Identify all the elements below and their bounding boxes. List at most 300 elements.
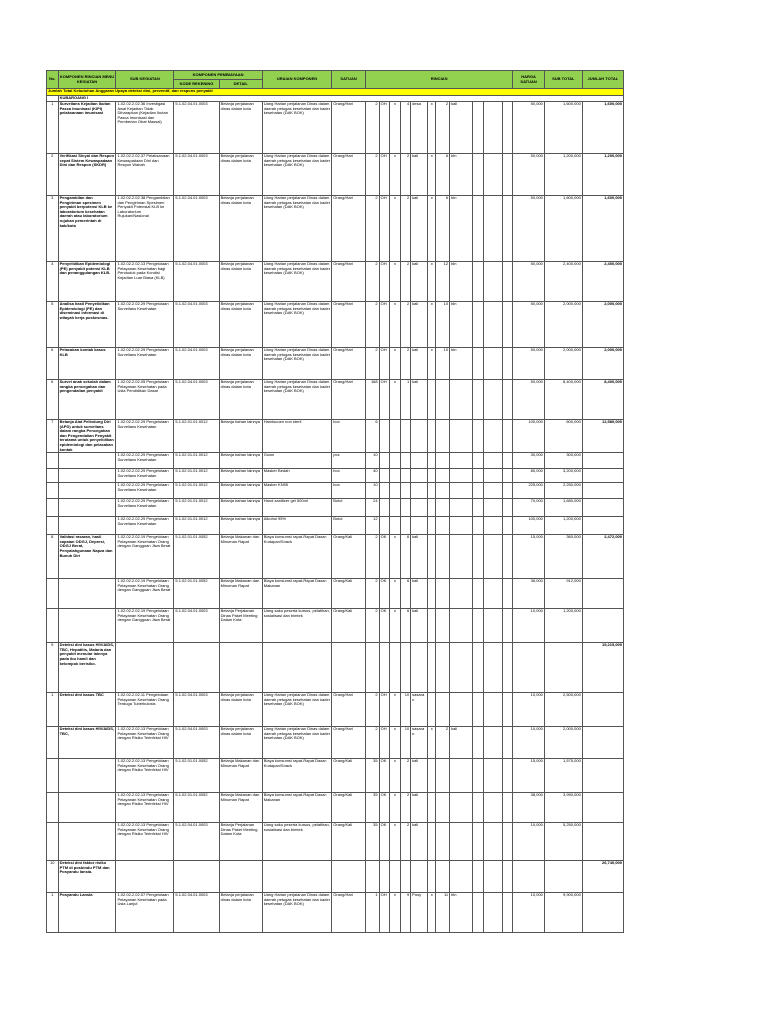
row-rincian-cell: 24: [365, 499, 379, 517]
table-body: [47, 89, 624, 933]
row-uraian: Uang Harian perjalanan Dinas dalam daerah petugas kesehatan dan kader kesehatan (DAK BOK): [262, 262, 331, 302]
row-rincian-cell: [411, 483, 428, 499]
row-rincian-cell: [436, 759, 450, 793]
row-rincian-cell: x: [428, 302, 436, 348]
row-uraian: Uang Harian perjalanan Dinas dalam daerah petugas kesehatan dan kader kesehatan (DAK BOK): [262, 727, 331, 759]
row-rincian-cell: [483, 535, 502, 579]
row-sub-total: 1,680,000: [544, 499, 582, 517]
row-rincian-cell: bln: [450, 893, 473, 933]
row-no: 9: [47, 643, 59, 693]
row-rincian-cell: x: [428, 893, 436, 933]
row-no: [47, 483, 59, 499]
row-rincian-cell: kali: [411, 348, 428, 380]
row-satuan: Orang/Kali: [332, 579, 366, 609]
row-no: 2: [47, 154, 59, 196]
row-rincian-cell: [502, 348, 513, 380]
spreadsheet-sheet: [46, 70, 624, 933]
row-satuan: Orang/Hari: [332, 102, 366, 154]
row-rincian-cell: [473, 793, 484, 823]
row-rincian-cell: OK: [379, 759, 390, 793]
row-rincian-cell: [428, 483, 436, 499]
row-rincian-cell: [473, 609, 484, 643]
table-row[interactable]: [47, 469, 624, 483]
row-rincian-cell: desa: [411, 102, 428, 154]
row-rincian-cell: [473, 517, 484, 535]
table-row[interactable]: [47, 262, 624, 302]
row-harga-satuan: 225,000: [513, 483, 545, 499]
row-uraian: Uang Harian perjalanan Dinas dalam daerah petugas kesehatan dan kader kesehatan (DAK BOK): [262, 893, 331, 933]
row-rincian-cell: kali: [411, 535, 428, 579]
row-rincian-cell: kali: [411, 302, 428, 348]
header-jumlah-total: JUMLAH TOTAL: [582, 71, 623, 89]
table-row[interactable]: [47, 483, 624, 499]
row-satuan: Botol: [332, 517, 366, 535]
table-row[interactable]: [47, 453, 624, 469]
row-rincian-cell: [379, 499, 390, 517]
row-rincian-cell: [502, 759, 513, 793]
table-row[interactable]: [47, 823, 624, 861]
row-rincian-cell: [450, 483, 473, 499]
row-sub-total: [544, 643, 582, 693]
row-rincian-cell: [379, 420, 390, 453]
row-rincian-cell: 2: [436, 727, 450, 759]
row-rincian-cell: [436, 483, 450, 499]
row-no: 8: [47, 535, 59, 579]
row-uraian: Biaya konsumsi rapat-Rapat Dasar: Kudapan/Snack: [262, 535, 331, 579]
row-detail: Belanja perjalanan dinas dalam kota: [219, 380, 262, 420]
row-rincian-cell: OK: [379, 535, 390, 579]
row-rincian-cell: 2: [400, 823, 411, 861]
row-rincian-cell: [502, 517, 513, 535]
row-kode-rekening: [174, 861, 219, 893]
row-satuan: box: [332, 469, 366, 483]
row-rincian-cell: [400, 499, 411, 517]
row-rincian-cell: x: [390, 893, 401, 933]
row-rincian-cell: [502, 793, 513, 823]
row-detail: Belanja Makanan dan Minuman Rapat: [219, 759, 262, 793]
row-jumlah-total: 1,600,000: [582, 102, 623, 154]
row-jumlah-total: 2,000,000: [582, 348, 623, 380]
row-menu: Validasi rasaran, hasil capaian ODGJ, Depresi, ODGJ Berat, Penyalahgunaan Napza dan Bunuh Diri: [58, 535, 116, 579]
row-sub-kegiatan: 1.02.02.2.02.29 Pengelolaan Surveilans Kesehatan: [116, 517, 174, 535]
row-harga-satuan: 50,000: [513, 348, 545, 380]
header-no: No.: [47, 71, 59, 89]
row-rincian-cell: [379, 643, 390, 693]
row-rincian-cell: 10: [365, 483, 379, 499]
row-kode-rekening: 5.1.02.04.01.0003: [174, 727, 219, 759]
table-row[interactable]: [47, 154, 624, 196]
row-rincian-cell: [473, 499, 484, 517]
row-rincian-cell: 2: [400, 302, 411, 348]
table-row[interactable]: [47, 348, 624, 380]
row-rincian-cell: 40: [365, 469, 379, 483]
table-row[interactable]: [47, 517, 624, 535]
row-detail: [219, 861, 262, 893]
row-rincian-cell: OH: [379, 262, 390, 302]
row-detail: Belanja perjalanan dinas dalam kota: [219, 262, 262, 302]
row-kode-rekening: 5.1.02.04.01.0003: [174, 102, 219, 154]
row-rincian-cell: [483, 102, 502, 154]
row-uraian: Uang Harian perjalanan Dinas dalam daerah petugas kesehatan dan kader kesehatan (DAK BOK): [262, 302, 331, 348]
row-rincian-cell: 35: [365, 823, 379, 861]
row-uraian: Uang Harian perjalanan Dinas dalam daerah petugas kesehatan dan kader kesehatan (DAK BOK): [262, 196, 331, 262]
row-satuan: Orang/Hari: [332, 262, 366, 302]
row-rincian-cell: [428, 759, 436, 793]
row-rincian-cell: [502, 483, 513, 499]
row-rincian-cell: [379, 469, 390, 483]
row-rincian-cell: [390, 453, 401, 469]
row-rincian-cell: [473, 102, 484, 154]
row-satuan: Orang/Hari: [332, 154, 366, 196]
row-no: [47, 727, 59, 759]
row-rincian-cell: [473, 154, 484, 196]
table-row[interactable]: [47, 693, 624, 727]
table-row[interactable]: [47, 420, 624, 453]
row-jumlah-total: 8,400,000: [582, 380, 623, 420]
table-row[interactable]: [47, 535, 624, 579]
row-sub-total: 300,000: [544, 453, 582, 469]
header-sub-kegiatan: SUB KEGIATAN: [116, 71, 174, 89]
row-sub-total: 360,000: [544, 535, 582, 579]
row-kode-rekening: 5.1.02.04.01.0003: [174, 262, 219, 302]
row-detail: Belanja perjalanan dinas dalam kota: [219, 302, 262, 348]
table-row[interactable]: [47, 759, 624, 793]
row-rincian-cell: x: [390, 759, 401, 793]
row-jumlah-total: 2,000,000: [582, 302, 623, 348]
row-rincian-cell: OK: [379, 609, 390, 643]
header-rincian: RINCIAN: [365, 71, 512, 89]
row-rincian-cell: [473, 579, 484, 609]
row-sub-kegiatan: 1.02.02.2.02.38 Pengambilan dan Pengiriman Spesimen Penyakit Potensial KLB ke Laboratorium Rujukan/Nasional: [116, 196, 174, 262]
row-rincian-cell: [502, 453, 513, 469]
row-harga-satuan: 15,000: [513, 759, 545, 793]
table-row[interactable]: [47, 793, 624, 823]
row-detail: Belanja bahan lainnya: [219, 517, 262, 535]
table-row[interactable]: [47, 380, 624, 420]
row-rincian-cell: [502, 102, 513, 154]
row-detail: Belanja perjalanan dinas dalam kota: [219, 196, 262, 262]
row-menu: Survei anak sekolah dalam rangka pencegahan dan pengendalian penyakit: [58, 380, 116, 420]
row-rincian-cell: 2: [365, 727, 379, 759]
row-sub-total: 2,400,000: [544, 262, 582, 302]
row-rincian-cell: [502, 693, 513, 727]
row-sub-kegiatan: 1.02.02.2.02.19 Pengelolaan Pelayanan Kesehatan Orang dengan Gangguan Jiwa Berat: [116, 579, 174, 609]
row-detail: Belanja perjalanan dinas dalam kota: [219, 893, 262, 933]
row-rincian-cell: [365, 861, 379, 893]
row-rincian-cell: x: [390, 348, 401, 380]
row-rincian-cell: 2: [400, 196, 411, 262]
row-menu: Surveilans Kejadian Ikutan Pasca Imunisasi (KIPI) pelaksanaan imunisasi: [58, 102, 116, 154]
table-row[interactable]: [47, 499, 624, 517]
table-row[interactable]: [47, 196, 624, 262]
row-rincian-cell: [473, 893, 484, 933]
row-rincian-cell: [483, 196, 502, 262]
row-sub-kegiatan: 1.02.02.2.02.07 Pengelolaan Pelayanan Kesehatan pada Usia Lanjut: [116, 893, 174, 933]
row-no: 1: [47, 693, 59, 727]
table-row[interactable]: [47, 579, 624, 609]
row-rincian-cell: [428, 643, 436, 693]
row-harga-satuan: 38,000: [513, 793, 545, 823]
row-detail: Belanja Makanan dan Minuman Rapat: [219, 535, 262, 579]
row-rincian-cell: x: [428, 102, 436, 154]
row-rincian-cell: [436, 380, 450, 420]
row-sub-total: 1,200,000: [544, 609, 582, 643]
row-rincian-cell: [390, 483, 401, 499]
table-row[interactable]: [47, 861, 624, 893]
row-uraian: Handscoen non steril: [262, 420, 331, 453]
row-kode-rekening: 5.1.02.01.01.0012: [174, 499, 219, 517]
row-rincian-cell: [473, 196, 484, 262]
row-sub-kegiatan: 1.02.02.2.02.36 Investigasi Awal Kejadian Tidak Diharapkan (Kejadian Ikutan Pasca Imunisasi dan Pemberian Obat Massal): [116, 102, 174, 154]
row-rincian-cell: [436, 469, 450, 483]
row-no: [47, 517, 59, 535]
row-rincian-cell: [390, 499, 401, 517]
row-rincian-cell: [502, 823, 513, 861]
row-rincian-cell: x: [390, 823, 401, 861]
row-rincian-cell: [450, 535, 473, 579]
row-rincian-cell: [502, 499, 513, 517]
row-rincian-cell: kali: [411, 154, 428, 196]
row-rincian-cell: [411, 499, 428, 517]
row-sub-kegiatan: 1.02.02.2.02.29 Pengelolaan Surveilans Kesehatan: [116, 453, 174, 469]
row-rincian-cell: [390, 517, 401, 535]
row-rincian-cell: 9: [400, 893, 411, 933]
row-rincian-cell: bln: [450, 262, 473, 302]
row-rincian-cell: 2: [365, 154, 379, 196]
table-row[interactable]: [47, 609, 624, 643]
row-sub-kegiatan: 1.02.02.2.02.29 Pengelolaan Surveilans Kesehatan: [116, 302, 174, 348]
row-uraian: Uang Harian perjalanan Dinas dalam daerah petugas kesehatan dan kader kesehatan (DAK BOK): [262, 693, 331, 727]
row-rincian-cell: [436, 693, 450, 727]
row-harga-satuan: 10,000: [513, 893, 545, 933]
row-sub-total: 9,900,000: [544, 893, 582, 933]
row-rincian-cell: x: [390, 535, 401, 579]
row-rincian-cell: 2: [365, 535, 379, 579]
row-rincian-cell: [502, 380, 513, 420]
row-sub-kegiatan: [116, 643, 174, 693]
row-rincian-cell: [473, 643, 484, 693]
row-sub-total: 2,000,000: [544, 348, 582, 380]
row-uraian: Hand sanitizer gel 500ml: [262, 499, 331, 517]
row-jumlah-total: [582, 469, 623, 483]
row-rincian-cell: bln: [450, 154, 473, 196]
row-rincian-cell: [379, 483, 390, 499]
header-kode-rekening: KODE REKENING: [174, 80, 219, 89]
row-rincian-cell: 2: [400, 793, 411, 823]
row-rincian-cell: kali: [411, 579, 428, 609]
row-sub-total: 2,250,000: [544, 483, 582, 499]
row-rincian-cell: 35: [365, 793, 379, 823]
row-rincian-cell: [483, 302, 502, 348]
row-uraian: Uang Harian perjalanan Dinas dalam daerah petugas kesehatan dan kader kesehatan (DAK BOK): [262, 102, 331, 154]
row-sub-kegiatan: 1.02.02.2.02.19 Pengelolaan Pelayanan Kesehatan Orang dengan Gangguan Jiwa Berat: [116, 535, 174, 579]
row-harga-satuan: 50,000: [513, 102, 545, 154]
row-jumlah-total: [582, 693, 623, 727]
row-detail: Belanja Perjalanan Dinas Paket Meeting Dalam Kota: [219, 609, 262, 643]
row-harga-satuan: 15,000: [513, 535, 545, 579]
row-rincian-cell: OH: [379, 380, 390, 420]
row-sub-total: 1,200,000: [544, 154, 582, 196]
row-rincian-cell: 168: [365, 380, 379, 420]
row-no: [47, 579, 59, 609]
row-detail: Belanja bahan lainnya: [219, 420, 262, 453]
row-rincian-cell: [473, 420, 484, 453]
row-rincian-cell: [450, 861, 473, 893]
row-satuan: Orang/Hari: [332, 196, 366, 262]
row-sub-total: 3,990,000: [544, 793, 582, 823]
row-rincian-cell: [483, 420, 502, 453]
row-sub-total: 2,000,000: [544, 727, 582, 759]
row-satuan: [332, 861, 366, 893]
row-sub-total: 1,200,000: [544, 517, 582, 535]
row-detail: Belanja bahan lainnya: [219, 469, 262, 483]
row-rincian-cell: 2: [400, 154, 411, 196]
row-rincian-cell: [436, 420, 450, 453]
row-no: [47, 499, 59, 517]
row-rincian-cell: [483, 579, 502, 609]
row-sub-total: 912,000: [544, 579, 582, 609]
row-harga-satuan: [513, 643, 545, 693]
row-sub-total: 3,200,000: [544, 469, 582, 483]
row-rincian-cell: 10: [436, 302, 450, 348]
row-jumlah-total: [582, 823, 623, 861]
row-kode-rekening: [174, 643, 219, 693]
row-rincian-cell: [390, 643, 401, 693]
row-rincian-cell: kali: [450, 727, 473, 759]
row-rincian-cell: 2: [365, 693, 379, 727]
row-menu: Deteksi dini kasus TBC: [58, 693, 116, 727]
row-sub-kegiatan: 1.02.02.2.02.13 Pengelolaan Pelayanan Kesehatan Orang dengan Risiko Terinfeksi HIV: [116, 759, 174, 793]
row-jumlah-total: [582, 609, 623, 643]
row-kode-rekening: 5.1.02.04.01.0003: [174, 609, 219, 643]
row-uraian: Uang Harian perjalanan Dinas dalam daerah petugas kesehatan dan kader kesehatan (DAK BOK): [262, 380, 331, 420]
row-rincian-cell: [473, 348, 484, 380]
row-rincian-cell: OH: [379, 102, 390, 154]
row-rincian-cell: [483, 643, 502, 693]
row-sub-total: 600,000: [544, 420, 582, 453]
row-uraian: Biaya konsumsi rapat-Rapat Dasar: Makanan: [262, 793, 331, 823]
row-rincian-cell: 2: [365, 196, 379, 262]
row-menu: Belanja Alat Pelindung Diri (APD) untuk surveilans dalam rangka Pencegahan dan Pengendalian Penyakit terutama untuk penyelidikan epidemiologi dan pelacakan kontak: [58, 420, 116, 453]
row-detail: Belanja Perjalanan Dinas Paket Meeting Dalam Kota: [219, 823, 262, 861]
row-sub-kegiatan: 1.02.02.2.02.11 Pengelolaan Pelayanan Kesehatan Orang Terduga Tuberkulosis: [116, 693, 174, 727]
row-rincian-cell: [450, 609, 473, 643]
row-no: 6: [47, 380, 59, 420]
table-row[interactable]: [47, 302, 624, 348]
row-harga-satuan: 50,000: [513, 154, 545, 196]
row-satuan: box: [332, 483, 366, 499]
row-satuan: Orang/Kali: [332, 609, 366, 643]
row-no: [47, 469, 59, 483]
row-jumlah-total: [582, 579, 623, 609]
row-rincian-cell: 10: [436, 348, 450, 380]
row-rincian-cell: x: [428, 154, 436, 196]
row-menu: Verifikasi Sinyal dan Respon cepat Sistem Kewaspadaan Dini dan Respon (SKDR): [58, 154, 116, 196]
row-rincian-cell: [428, 499, 436, 517]
row-rincian-cell: [436, 793, 450, 823]
table-row[interactable]: [47, 893, 624, 933]
row-satuan: Orang/Kali: [332, 793, 366, 823]
row-rincian-cell: x: [390, 579, 401, 609]
row-rincian-cell: 2: [365, 348, 379, 380]
row-rincian-cell: OH: [379, 196, 390, 262]
row-detail: Belanja perjalanan dinas dalam kota: [219, 154, 262, 196]
row-rincian-cell: 1: [400, 380, 411, 420]
row-rincian-cell: [473, 453, 484, 469]
row-menu: [58, 453, 116, 469]
row-harga-satuan: [513, 861, 545, 893]
row-rincian-cell: [436, 517, 450, 535]
row-rincian-cell: [483, 154, 502, 196]
row-rincian-cell: [428, 609, 436, 643]
row-kode-rekening: 5.1.02.04.01.0003: [174, 348, 219, 380]
row-uraian: Masker Bedah: [262, 469, 331, 483]
header-harga-satuan: HARGA SATUAN: [513, 71, 545, 89]
row-rincian-cell: [483, 380, 502, 420]
row-rincian-cell: [483, 793, 502, 823]
row-rincian-cell: [411, 517, 428, 535]
row-rincian-cell: [411, 469, 428, 483]
row-rincian-cell: 6: [436, 196, 450, 262]
row-kode-rekening: 5.1.02.01.01.0052: [174, 759, 219, 793]
table-row[interactable]: [47, 643, 624, 693]
row-menu: [58, 793, 116, 823]
row-rincian-cell: [428, 535, 436, 579]
row-rincian-cell: [390, 861, 401, 893]
row-uraian: Uang Harian perjalanan Dinas dalam daerah petugas kesehatan dan kader kesehatan (DAK BOK): [262, 154, 331, 196]
row-jumlah-total: 19,215,000: [582, 643, 623, 693]
row-rincian-cell: OH: [379, 727, 390, 759]
row-satuan: Orang/Hari: [332, 302, 366, 348]
row-rincian-cell: [473, 759, 484, 793]
row-rincian-cell: 2: [436, 102, 450, 154]
row-satuan: Orang/Hari: [332, 380, 366, 420]
banner-row: [47, 89, 624, 96]
row-rincian-cell: [400, 420, 411, 453]
row-harga-satuan: 50,000: [513, 380, 545, 420]
row-rincian-cell: [450, 759, 473, 793]
row-rincian-cell: x: [390, 693, 401, 727]
row-rincian-cell: [436, 861, 450, 893]
table-row[interactable]: [47, 102, 624, 154]
row-rincian-cell: [400, 861, 411, 893]
row-rincian-cell: [450, 469, 473, 483]
row-rincian-cell: [473, 693, 484, 727]
row-sub-kegiatan: 1.02.02.2.02.13 Pengelolaan Pelayanan Kesehatan bagi Penduduk pada Kondisi Kejadian Luar Biasa (KLB): [116, 262, 174, 302]
row-sub-kegiatan: 1.02.02.2.02.19 Pengelolaan Pelayanan Kesehatan Orang dengan Gangguan Jiwa Berat: [116, 609, 174, 643]
row-rincian-cell: kali: [411, 823, 428, 861]
row-harga-satuan: 10,000: [513, 823, 545, 861]
row-sub-kegiatan: 1.02.02.2.02.13 Pengelolaan Pelayanan Kesehatan Orang dengan Risiko Terinfeksi HIV: [116, 823, 174, 861]
row-rincian-cell: [436, 499, 450, 517]
row-rincian-cell: [483, 348, 502, 380]
row-rincian-cell: bln: [450, 348, 473, 380]
table-row[interactable]: [47, 727, 624, 759]
row-rincian-cell: x: [428, 196, 436, 262]
row-rincian-cell: [483, 262, 502, 302]
row-rincian-cell: [450, 579, 473, 609]
row-sub-kegiatan: 1.02.02.2.02.29 Pengelolaan Surveilans Kesehatan: [116, 469, 174, 483]
row-rincian-cell: [483, 893, 502, 933]
row-sub-total: 5,250,000: [544, 823, 582, 861]
row-rincian-cell: 2: [365, 302, 379, 348]
row-menu: Penyelidikan Epidemiologi (PE) penyakit potensi KLB dan penanggulangan KLB.: [58, 262, 116, 302]
row-sub-total: [544, 861, 582, 893]
row-rincian-cell: 2: [365, 609, 379, 643]
row-no: 7: [47, 420, 59, 453]
row-jumlah-total: 1,600,000: [582, 196, 623, 262]
row-rincian-cell: kali: [411, 380, 428, 420]
